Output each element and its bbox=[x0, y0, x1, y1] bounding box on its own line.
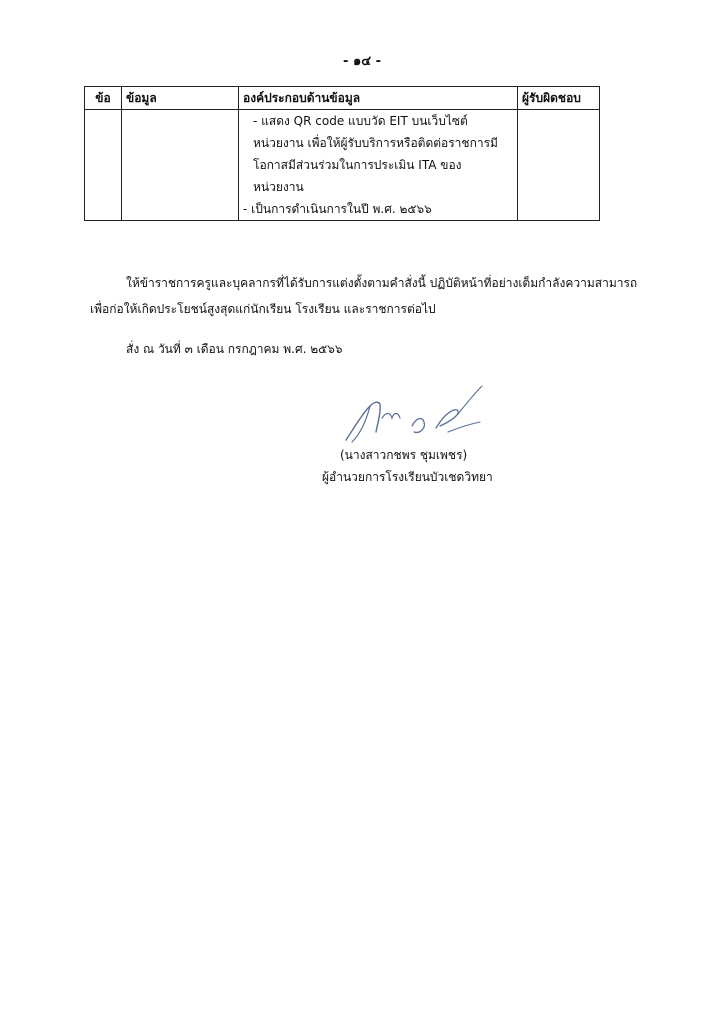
data-framework-table bbox=[84, 86, 600, 221]
cell-no bbox=[85, 110, 122, 221]
framework-line: โอกาสมีส่วนร่วมในการประเมิน ITA ของ bbox=[253, 158, 462, 172]
order-paragraph: ให้ข้าราชการครูและบุคลากรที่ได้รับการแต่งตั้งตามคำสั่งนี้ ปฏิบัติหน้าที่อย่างเต็มกำลังความสามารถ เพื่อก่อให้เกิดประโยชน์สูงสุดแก่นักเรียน โรงเรียน และราชการต่อไป bbox=[90, 276, 638, 316]
cell-owner bbox=[518, 110, 600, 221]
header-data: ข้อมูล bbox=[122, 87, 239, 110]
header-no: ข้อ bbox=[85, 87, 122, 110]
header-owner: ผู้รับผิดชอบ bbox=[518, 87, 600, 110]
cell-data bbox=[122, 110, 239, 221]
table-row bbox=[85, 110, 600, 221]
framework-line: หน่วยงาน เพื่อให้ผู้รับบริการหรือติดต่อราชการมี bbox=[253, 136, 498, 150]
signer-name: (นางสาวกชพร ชุมเพชร) bbox=[340, 448, 468, 462]
framework-line: หน่วยงาน bbox=[253, 180, 304, 194]
signature-image bbox=[308, 382, 508, 446]
signer-title: ผู้อำนวยการโรงเรียนบัวเชดวิทยา bbox=[322, 470, 493, 484]
cell-framework bbox=[239, 110, 518, 221]
page-number: - ๑๔ - bbox=[343, 54, 381, 69]
framework-line: - แสดง QR code แบบวัด EIT บนเว็บไซต์ bbox=[253, 114, 468, 128]
order-date: สั่ง ณ วันที่ ๓ เดือน กรกฎาคม พ.ศ. ๒๕๖๖ bbox=[126, 342, 343, 356]
framework-line: - เป็นการดำเนินการในปี พ.ศ. ๒๕๖๖ bbox=[243, 202, 432, 216]
table-header-row bbox=[85, 87, 600, 110]
header-framework: องค์ประกอบด้านข้อมูล bbox=[239, 87, 518, 110]
